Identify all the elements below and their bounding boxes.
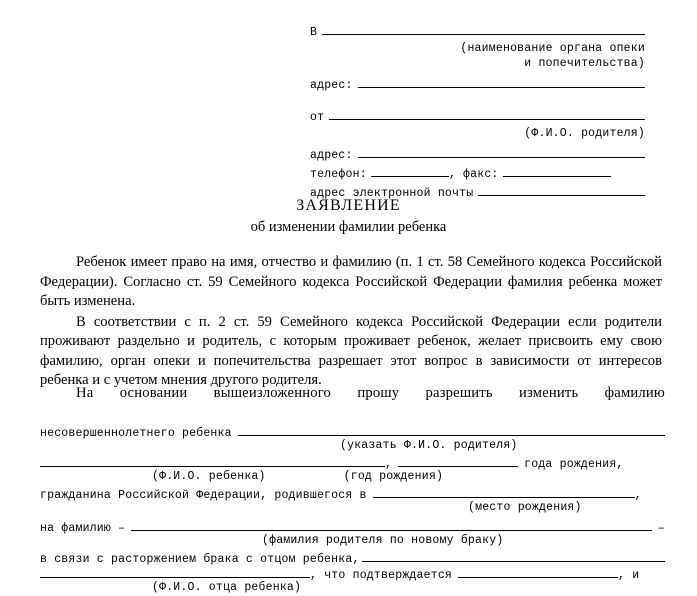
new-surname-trailing-dash: – xyxy=(657,522,665,535)
applicant-from-caption: (Ф.И.О. родителя) xyxy=(524,127,645,140)
request-line: На основании вышеизложенного прошу разрешить изменить фамилию xyxy=(76,385,665,401)
applicant-fax-label: , факс: xyxy=(448,168,499,181)
caption-row-child-year xyxy=(40,470,665,485)
caption-row-father-name xyxy=(40,581,665,596)
page-title: ЗАЯВЛЕНИЕ xyxy=(296,197,401,214)
form-fill-area xyxy=(40,384,665,596)
applicant-fax-input-line[interactable] xyxy=(503,164,611,177)
applicant-phone-input-line[interactable] xyxy=(371,164,449,177)
document-body xyxy=(40,253,662,392)
caption-father-name: (Ф.И.О. отца ребенка) xyxy=(152,581,302,594)
confirmation-document-input-line[interactable] xyxy=(458,565,618,578)
body-paragraph-1: Ребенок имеет право на имя, отчество и фамилию (п. 1 ст. 58 Семейного кодекса Российской Федерации). Согласно ст. 59 Семейного кодекса Российской Федерации фамилия ребенка может быть изменена. xyxy=(40,254,662,309)
addressee-address-row xyxy=(310,75,645,94)
new-surname-input-line[interactable] xyxy=(131,518,652,531)
caption-child-name: (Ф.И.О. ребенка) xyxy=(152,470,266,483)
addressee-to-row xyxy=(310,22,645,41)
citizenship-birthplace-row xyxy=(40,485,665,501)
caption-birth-place: (место рождения) xyxy=(468,501,582,514)
divorce-reason-label: в связи с расторжением брака с отцом ребенка, xyxy=(40,553,360,566)
caption-new-surname: (фамилия родителя по новому браку) xyxy=(262,534,504,547)
birth-place-input-line[interactable] xyxy=(373,485,635,498)
child-name-year-row xyxy=(40,454,665,470)
addressee-to-caption-line2: и попечительства) xyxy=(524,57,645,70)
applicant-address-row xyxy=(310,145,645,164)
body-paragraph-2: В соответствии с п. 2 ст. 59 Семейного кодекса Российской Федерации если родители проживают раздельно и родитель, с которым проживает ребенок, желает присвоить ему свою фамилию, орган опеки и попечительства разрешает этот вопрос в зависимости от интересов ребенка и с учетом мнения другого родителя. xyxy=(40,313,662,388)
applicant-phone-fax-row xyxy=(310,164,645,183)
addressee-address-label: адрес: xyxy=(310,79,353,92)
new-surname-row xyxy=(40,518,665,534)
document-title-block xyxy=(0,196,697,237)
divorce-reason-row xyxy=(40,549,665,565)
addressee-to-input-line[interactable] xyxy=(322,22,645,35)
citizenship-label: гражданина Российской Федерации, родившегося в xyxy=(40,489,367,502)
minor-child-input-line[interactable] xyxy=(238,423,665,436)
caption-birth-year: (год рождения) xyxy=(343,470,444,483)
minor-child-row xyxy=(40,423,665,439)
birth-year-suffix: года рождения, xyxy=(524,458,624,471)
father-name-input-line[interactable] xyxy=(40,565,310,578)
applicant-phone-label: телефон: xyxy=(310,168,367,181)
caption-row-new-surname xyxy=(40,534,665,549)
child-name-comma: , xyxy=(385,458,393,471)
divorce-reason-input-line[interactable] xyxy=(362,549,665,562)
page-subtitle: об изменении фамилии ребенка xyxy=(250,219,447,235)
caption-row-indicate-parent xyxy=(40,439,665,454)
caption-row-birth-place xyxy=(40,501,665,516)
addressee-header-block xyxy=(310,22,645,202)
addressee-to-caption-line1: (наименование органа опеки xyxy=(460,42,645,55)
confirmed-by-label: , что подтверждается xyxy=(310,569,453,582)
applicant-email-label: адрес электронной почты xyxy=(310,187,474,200)
and-suffix: , и xyxy=(618,569,640,582)
applicant-address-label: адрес: xyxy=(310,149,353,162)
birth-place-comma: , xyxy=(634,489,642,502)
addressee-address-input-line[interactable] xyxy=(358,75,645,88)
minor-child-label: несовершеннолетнего ребенка xyxy=(40,427,232,440)
father-name-confirmation-row xyxy=(40,565,665,581)
applicant-from-label: от xyxy=(310,111,325,124)
applicant-from-input-line[interactable] xyxy=(329,107,645,120)
addressee-to-label: В xyxy=(310,26,318,39)
applicant-email-input-line[interactable] xyxy=(478,183,645,196)
applicant-from-row xyxy=(310,107,645,126)
child-name-input-line[interactable] xyxy=(40,454,385,467)
new-surname-label: на фамилию – xyxy=(40,522,126,535)
applicant-address-input-line[interactable] xyxy=(358,145,645,158)
caption-indicate-parent: (указать Ф.И.О. родителя) xyxy=(340,439,518,452)
birth-year-input-line[interactable] xyxy=(398,454,518,467)
